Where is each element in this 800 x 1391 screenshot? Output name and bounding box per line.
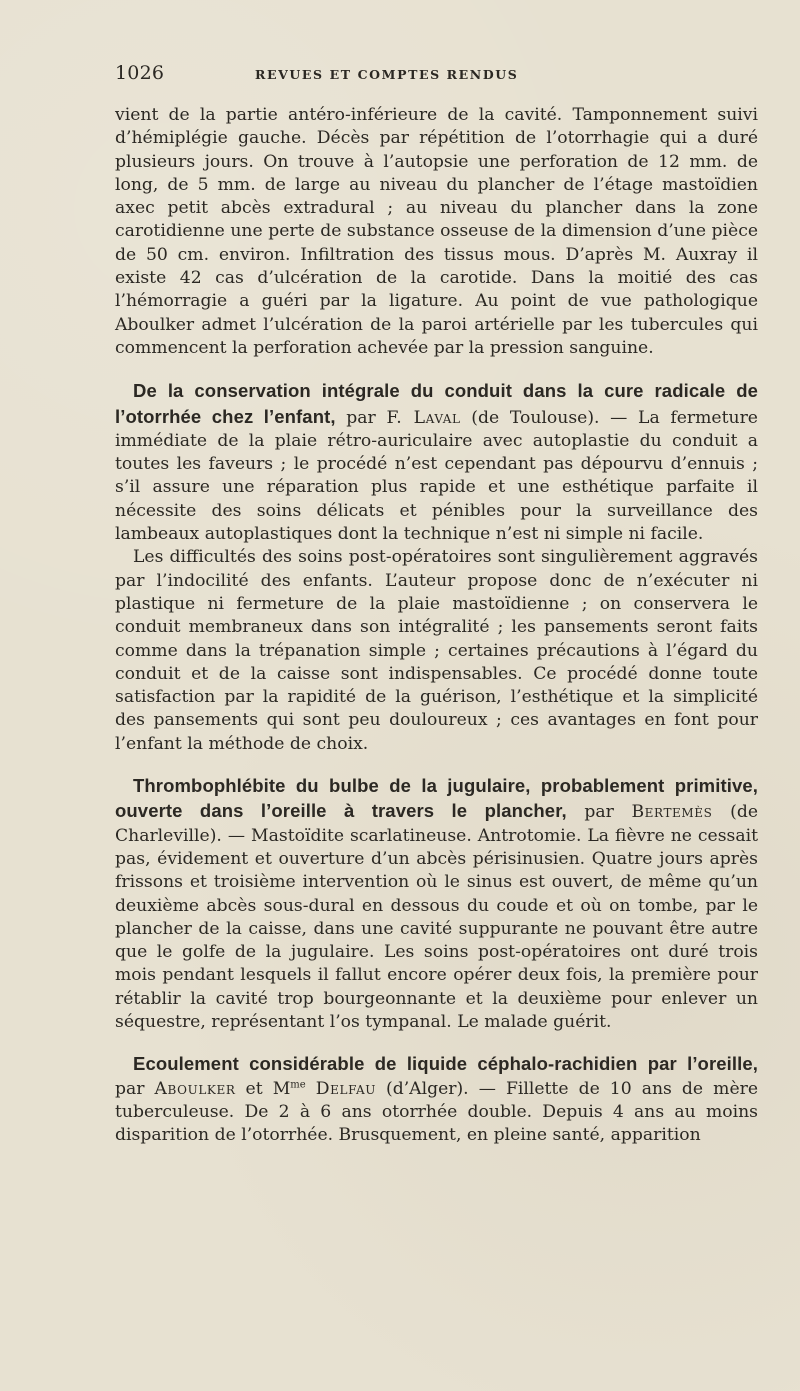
section3-text: — Fillette de 10 ans de mère tuberculeuse. De 2 à 6 ans otorrhée double. Depuis 4 ans au moins disparition de l’otorrhée. Brusquement, en pleine santé, apparition	[115, 1078, 759, 1146]
section-thrombophlebite	[115, 774, 758, 1034]
section2-affiliation: (de Charleville).	[115, 802, 758, 846]
section-conservation-conduit	[115, 379, 758, 756]
section3-affiliation: (d’Alger).	[386, 1078, 469, 1099]
intro-paragraph	[115, 104, 758, 360]
section3-by: par	[115, 1078, 145, 1099]
section2-author: Bertemès	[631, 802, 713, 823]
section1-affiliation: (de Toulouse).	[471, 407, 600, 428]
section3-author-2: Delfau	[315, 1078, 376, 1099]
running-head: REVUES ET COMPTES RENDUS	[255, 67, 519, 82]
section3-conjunction: et	[245, 1078, 263, 1099]
section1-title: De la conservation intégrale du conduit dans la cure radicale de l’otorrhée chez l’enfant,	[115, 380, 758, 427]
page-header	[115, 62, 762, 90]
section2-text: — Mastoïdite scarlatineuse. Antrotomie. La fièvre ne cessait pas, évidement et ouverture d’un abcès périsinusien. Quatre jours après frissons et troisième intervention où le sinus est ouvert, de même qu’un deuxième abcès sous-dural en dessous du coude et où on tombe, par le plancher de la caisse, dans une cavité suppurante ne pouvant être autre que le golfe de la jugulaire. Les soins post-opératoires ont duré trois mois pendant lesquels il fallut encore opérer deux fois, la première pour rétablir la cavité trop bourgeonnante et la deuxième pour enlever un séquestre, représentant l’os tympanal. Le malade guérit.	[115, 825, 758, 1032]
section1-by: par	[346, 407, 376, 428]
document-body	[115, 104, 758, 1147]
section3-paragraph	[115, 1052, 758, 1147]
section3-honorific	[273, 1079, 306, 1099]
section2-paragraph	[115, 774, 758, 1034]
intro-text: vient de la partie antéro-inférieure de la cavité. Tamponnement suivi d’hémiplégie gauche. Décès par répétition de l’otorrhagie qui a duré plusieurs jours. On trouve à l’autopsie une perforation de 12 mm. de long, de 5 mm. de large au niveau du plancher de l’étage mastoïdien axec petit abcès extradural ; au niveau du plancher dans la zone carotidienne une perte de substance osseuse de la dimension d’une pièce de 50 cm. environ. Infiltration des tissus mous. D’après M. Auxray il existe 42 cas d’ulcération de la carotide. Dans la moitié des cas l’hémorragie a guéri par la ligature. Au point de vue pathologique Aboulker admet l’ulcération de la paroi artérielle par les tubercules qui commencent la perforation achevée par la pression sanguine.	[115, 105, 758, 358]
section3-title: Ecoulement considérable de liquide céphalo-rachidien par l’oreille,	[133, 1053, 758, 1075]
section3-honorific-main: M	[272, 1078, 291, 1099]
section1-text-1: — La fermeture immédiate de la plaie rétro-auriculaire avec autoplastie du conduit a toutes les faveurs ; le procédé n’est cependant pas dépourvu d’ennuis ; s’il assure une réparation plus rapide et une esthétique parfaite il nécessite des soins délicats et pénibles pour la surveillance des lambeaux autoplastiques dont la technique n’est ni simple ni facile.	[115, 407, 758, 545]
section3-author-1: Aboulker	[154, 1078, 236, 1099]
section1-author: F. Laval	[386, 407, 461, 428]
section1-text-2: Les difficultés des soins post-opératoires sont singulièrement aggravés par l’indocilité des enfants. L’auteur propose donc de n’exécuter ni plastique ni fermeture de la plaie mastoïdienne ; on conservera le conduit membraneux dans son intégralité ; les pansements seront faits comme dans la trépanation simple ; certaines précautions à l’égard du conduit et de la caisse sont indispensables. Ce procédé donne toute satisfaction par la rapidité de la guérison, l’esthétique et la simplicité des pansements qui sont peu douloureux ; ces avantages en font pour l’enfant la méthode de choix.	[115, 547, 758, 754]
section-ecoulement-liquide	[115, 1052, 758, 1147]
section3-honorific-sup: me	[290, 1078, 306, 1090]
section2-title: Thrombophlébite du bulbe de la jugulaire, probablement primitive, ouverte dans l’oreille à travers le plancher,	[115, 775, 758, 822]
page-number: 1026	[115, 62, 165, 84]
section1-paragraph-1	[115, 379, 758, 546]
section1-paragraph-2	[115, 546, 758, 756]
section2-by: par	[584, 802, 614, 823]
